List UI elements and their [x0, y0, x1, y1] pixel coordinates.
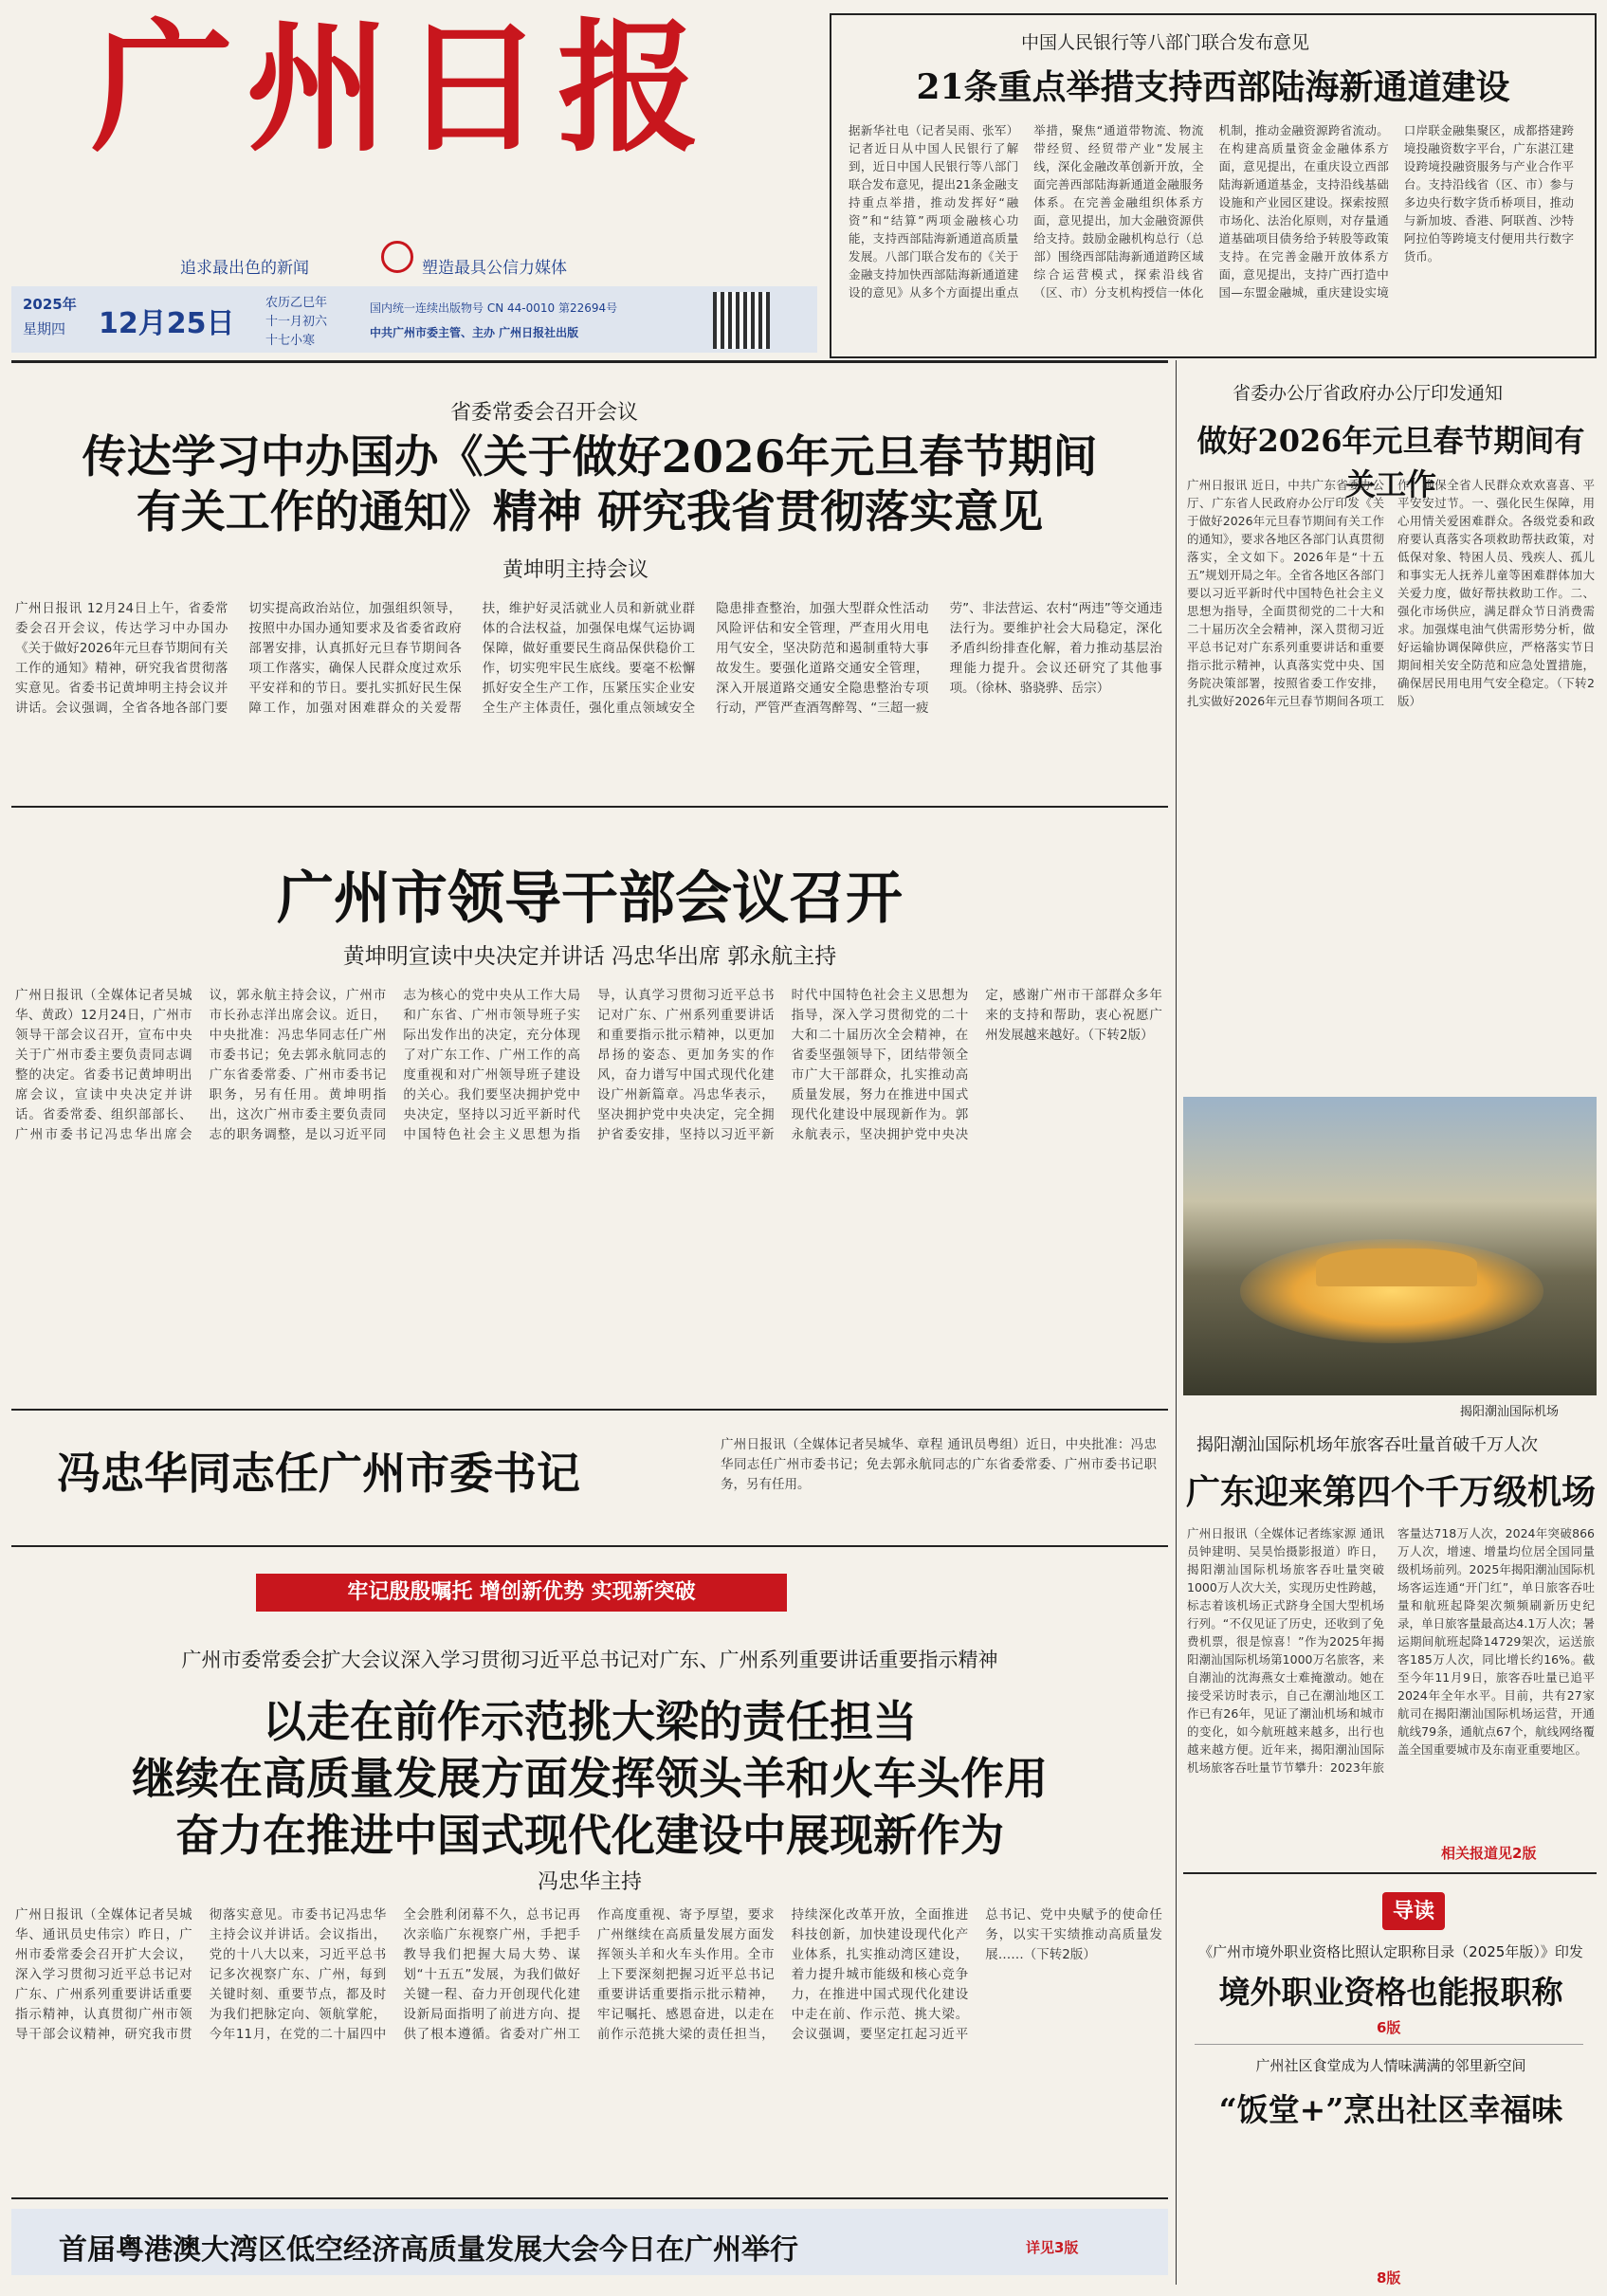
guide-item1-headline[interactable]: 境外职业资格也能报职称	[1218, 1974, 1563, 2011]
date-weekday: 星期四	[23, 320, 66, 337]
guide-item1-page[interactable]: 6版	[1377, 2019, 1401, 2036]
qr-code	[713, 292, 770, 349]
date-band	[11, 286, 817, 353]
top-story-kicker: 中国人民银行等八部门联合发布意见	[1021, 32, 1310, 53]
lead-headline-2: 有关工作的通知》精神 研究我省贯彻落实意见	[136, 486, 1044, 538]
feature-body: 广州日报讯（全媒体记者吴城华、通讯员史伟宗）昨日，广州市委常委会召开扩大会议，深入学习贯彻习近平总书记对广东、广州系列重要讲话重要指示精神，认真贯彻广州市领导干部会议精神，研究我市贯彻落实意见。市委书记冯忠华主持会议并讲话。会议指出，党的十八大以来，习近平总书记多次视察广东、广州，每到关键时刻、重要节点，都及时为我们把脉定向、领航掌舵，今年11月，在党的二十届四中全会胜利闭幕不久，总书记再次亲临广东视察广州，手把手教导我们把握大局大势、谋划“十五五”发展，为我们做好关键一程、奋力开创现代化建设新局面指明了前进方向、提供了根本遵循。省委对广州工作高度重视、寄予厚望，要求广州继续在高质量发展方面发挥领头羊和火车头作用。全市上下要深刻把握习近平总书记重要讲话重要指示批示精神，牢记嘱托、感恩奋进，以走在前作示范挑大梁的责任担当，持续深化改革开放，全面推进科技创新，加快建设现代化产业体系，扎实推动湾区建设，着力提升城市能级和核心竞争力，在推进中国式现代化建设中走在前、作示范、挑大梁。会议强调，要坚定扛起习近平总书记、党中央赋予的使命任务，以实干实绩推动高质量发展……（下转2版）	[15, 1907, 1162, 2042]
lunar-year: 农历乙巳年	[265, 296, 328, 310]
solar-term: 十七小寒	[265, 334, 316, 348]
airport-ref[interactable]: 相关报道见2版	[1441, 1845, 1537, 1862]
date-main: 12月25日	[99, 307, 235, 340]
feature-headline-2: 继续在高质量发展方面发挥领头羊和火车头作用	[132, 1753, 1048, 1804]
guide-tag: 导读	[1382, 1892, 1445, 1930]
top-story-box	[830, 13, 1597, 358]
feature-headline-3: 奋力在推进中国式现代化建设中展现新作为	[175, 1810, 1004, 1861]
lead-headline-1: 传达学习中办国办《关于做好2026年元旦春节期间	[82, 431, 1098, 483]
photo-caption: 揭阳潮汕国际机场	[1460, 1405, 1560, 1419]
date-year: 2025年	[23, 296, 77, 313]
lead-body: 广州日报讯 12月24日上午，省委常委会召开会议，传达学习中办国办《关于做好2026年元旦春节期间有关工作的通知》精神，研究我省贯彻落实意见。省委书记黄坤明主持会议并讲话。会议强调，全省各地各部门要切实提高政治站位，加强组织领导，按照中办国办通知要求及省委省政府部署安排，认真抓好元旦春节期间各项工作落实，确保人民群众度过欢乐平安祥和的节日。要扎实抓好民生保障工作，加强对困难群众的关爱帮扶，维护好灵活就业人员和新就业群体的合法权益，加强保电煤气运协调保障，做好重要民生商品保供稳价工作，切实兜牢民生底线。要毫不松懈抓好安全生产工作，压紧压实企业安全生产主体责任，强化重点领域安全隐患排查整治，加强大型群众性活动风险评估和安全管理，严查用火用电用气安全，坚决防范和遏制重特大事故发生。要强化道路交通安全管理，深入开展道路交通安全隐患整治专项行动，严管严查酒驾醉驾、“三超一疲劳”、非法营运、农村“两违”等交通违法行为。要维护社会大局稳定，深化矛盾纠纷排查化解，着力推动基层治理能力提升。会议还研究了其他事项。（徐林、骆骁骅、岳宗）	[15, 601, 1162, 716]
rule	[11, 2197, 1168, 2199]
feature-sub: 冯忠华主持	[537, 1870, 642, 1894]
feature-headline-1: 以走在前作示范挑大梁的责任担当	[263, 1696, 917, 1747]
appointment-headline: 冯忠华同志任广州市委书记	[57, 1448, 580, 1499]
bottom-news-ref[interactable]: 详见3版	[1026, 2239, 1079, 2256]
lunar-date: 十一月初六	[265, 315, 328, 329]
guide-item2-headline[interactable]: “饭堂+”烹出社区幸福味	[1218, 2091, 1563, 2128]
bottom-news-headline: 首届粤港澳大湾区低空经济高质量发展大会今日在广州举行	[59, 2233, 798, 2267]
rule	[11, 806, 1168, 808]
masthead-title: 广州日报	[91, 5, 714, 172]
rule	[11, 1545, 1168, 1547]
rule	[11, 1409, 1168, 1411]
airport-headline: 广东迎来第四个千万级机场	[1185, 1472, 1596, 1512]
publisher-label: 中共广州市委主管、主办 广州日报社出版	[370, 326, 579, 339]
issn-label: 国内统一连续出版物号 CN 44-0010 第22694号	[370, 301, 618, 315]
appointment-body: 广州日报讯（全媒体记者吴城华、章程 通讯员粤组）近日，中央批准：冯忠华同志任广州市委书记；免去郭永航同志的广东省委常委、广州市委书记职务，另有任用。	[721, 1437, 1157, 1492]
terminal-building	[1316, 1248, 1477, 1286]
rule	[1183, 1872, 1597, 1874]
guide-item2-kicker: 广州社区食堂成为人情味满满的邻里新空间	[1255, 2057, 1526, 2074]
lead-kicker: 省委常委会召开会议	[450, 401, 639, 425]
top-story-body: 据新华社电（记者吴雨、张军）记者近日从中国人民银行了解到，近日中国人民银行等八部门联合发布意见，提出21条金融支持重点举措，推动发挥好“融资”和“结算”两项金融核心功能，支持西部陆海新通道高质量发展。八部门联合发布的《关于金融支持加快西部陆海新通道建设的意见》从多个方面提出重点举措，聚焦“通道带物流、物流带经贸、经贸带产业”发展主线，深化金融改革创新开放，全面完善西部陆海新通道金融服务体系。在完善金融组织体系方面，意见提出，加大金融资源供给支持。鼓励金融机构总行（总部）围绕西部陆海新通道跨区域综合运营模式，探索沿线省（区、市）分支机构授信一体化机制，推动金融资源跨省流动。在构建高质量资金金融体系方面，意见提出，在重庆设立西部陆海新通道基金，支持沿线基础设施和产业园区建设。探索按照市场化、法治化原则，对存量通道基础项目债务给予转股等政策支持。在完善金融开放体系方面，意见提出，支持广西打造中国—东盟金融城，重庆建设实境口岸联金融集聚区，成都搭建跨境投融资数字平台，广东湛江建设跨境投融资服务与产业合作平台。支持沿线省（区、市）参与多边央行数字货币桥项目，推动与新加坡、香港、阿联酋、沙特阿拉伯等跨境支付便用共行数字货币。	[849, 123, 1574, 300]
masthead-slogan-left: 追求最出色的新闻	[180, 259, 309, 278]
airport-photo	[1183, 1097, 1597, 1395]
meeting-sub: 黄坤明宣读中央决定并讲话 冯忠华出席 郭永航主持	[342, 944, 837, 969]
meeting-body: 广州日报讯（全媒体记者吴城华、黄政）12月24日，广州市领导干部会议召开，宣布中央关于广州市委主要负责同志调整的决定。省委书记黄坤明出席会议，宣读中央决定并讲话。省委常委、组织部部长、广州市委书记冯忠华出席会议，郭永航主持会议，广州市市长孙志洋出席会议。近日，中央批准：冯忠华同志任广州市委书记；免去郭永航同志的广东省委常委、广州市委书记职务，另有任用。黄坤明指出，这次广州市委主要负责同志的职务调整，是以习近平同志为核心的党中央从工作大局和广东省、广州市领导班子实际出发作出的决定，充分体现了对广东工作、广州工作的高度重视和对广州领导班子建设的关心。我们要坚决拥护党中央决定，坚持以习近平新时代中国特色社会主义思想为指导，认真学习贯彻习近平总书记对广东、广州系列重要讲话和重要指示批示精神，以更加昂扬的姿态、更加务实的作风，奋力谱写中国式现代化建设广州新篇章。冯忠华表示，坚决拥护党中央决定，完全拥护省委安排，坚持以习近平新时代中国特色社会主义思想为指导，深入学习贯彻党的二十大和二十届历次全会精神，在省委坚强领导下，团结带领全市广大干部群众，扎实推动高质量发展，努力在推进中国式现代化建设中展现新作为。郭永航表示，坚决拥护党中央决定，感谢广州市干部群众多年来的支持和帮助，衷心祝愿广州发展越来越好。（下转2版）	[15, 988, 1162, 1142]
side-notice-kicker: 省委办公厅省政府办公厅印发通知	[1233, 383, 1504, 404]
meeting-headline: 广州市领导干部会议召开	[277, 866, 903, 932]
masthead-slogan-right: 塑造最具公信力媒体	[422, 259, 567, 278]
feature-kicker: 广州市委常委会扩大会议深入学习贯彻习近平总书记对广东、广州系列重要讲话重要指示精神	[181, 1649, 998, 1671]
newspaper-logo-icon	[381, 241, 413, 273]
column-divider	[1176, 360, 1177, 2285]
airport-kicker: 揭阳潮汕国际机场年旅客吞吐量首破千万人次	[1196, 1435, 1538, 1455]
rule	[11, 360, 1168, 363]
bottom-news-strip	[11, 2209, 1168, 2275]
rule	[1195, 2044, 1583, 2045]
guide-item1-kicker: 《广州市境外职业资格比照认定职称目录（2025年版）》印发	[1198, 1943, 1583, 1960]
side-notice-headline: 做好2026年元旦春节期间有关工作	[1196, 423, 1585, 502]
lead-sub: 黄坤明主持会议	[502, 558, 649, 582]
side-notice-body: 广州日报讯 近日，中共广东省委办公厅、广东省人民政府办公厅印发《关于做好2026年元旦春节期间有关工作的通知》，要求各地区各部门认真贯彻落实，全文如下。2026年是“十五五”规划开局之年。全省各地区各部门要以习近平新时代中国特色社会主义思想为指导，全面贯彻党的二十大和二十届历次全会精神，深入贯彻习近平总书记对广东系列重要讲话和重要指示批示精神，认真落实党中央、国务院决策部署，按照省委工作安排，扎实做好2026年元旦春节期间各项工作，确保全省人民群众欢欢喜喜、平平安安过节。一、强化民生保障，用心用情关爱困难群众。各级党委和政府要认真落实各项救助帮扶政策，对低保对象、特困人员、残疾人、孤儿和事实无人抚养儿童等困难群体加大关爱力度，做好帮扶救助工作。二、强化市场供应，满足群众节日消费需求。加强煤电油气供需形势分析，做好运输协调保障供应，严格落实节日期间相关安全防范和应急处置措施，确保居民用电用气安全稳定。（下转2版）	[1187, 478, 1595, 708]
guide-item2-page[interactable]: 8版	[1377, 2269, 1401, 2287]
top-story-headline: 21条重点举措支持西部陆海新通道建设	[916, 67, 1510, 107]
theme-banner: 牢记殷殷嘱托 增创新优势 实现新突破	[256, 1574, 787, 1612]
airport-body: 广州日报讯（全媒体记者练家源 通讯员钟建明、吴昊怡摄影报道）昨日，揭阳潮汕国际机场旅客吞吐量突破1000万人次大关，实现历史性跨越，标志着该机场正式跻身全国大型机场行列。“不仅见证了历史，还收到了免费机票，很是惊喜！”作为2025年揭阳潮汕国际机场第1000万名旅客，来自潮汕的沈海燕女士难掩激动。她在接受采访时表示，自己在潮汕地区工作已有26年，见证了潮汕机场和城市的变化，如今航班越来越多，出行也越来越方便。近年来，揭阳潮汕国际机场旅客吞吐量节节攀升：2023年旅客量达718万人次，2024年突破866万人次，增速、增量均位居全国同量级机场前列。2025年揭阳潮汕国际机场客运连通“开门红”，单日旅客吞吐量和航班起降架次频频刷新历史纪录，单日旅客量最高达4.1万人次；暑运期间航班起降14729架次，运送旅客185万人次，同比增长约16%。截至今年11月9日，旅客吞吐量已追平2024年全年水平。目前，共有27家航司在揭阳潮汕国际机场运营，开通航线79条，通航点67个，航线网络覆盖全国重要城市及东南亚重要地区。	[1187, 1526, 1595, 1775]
